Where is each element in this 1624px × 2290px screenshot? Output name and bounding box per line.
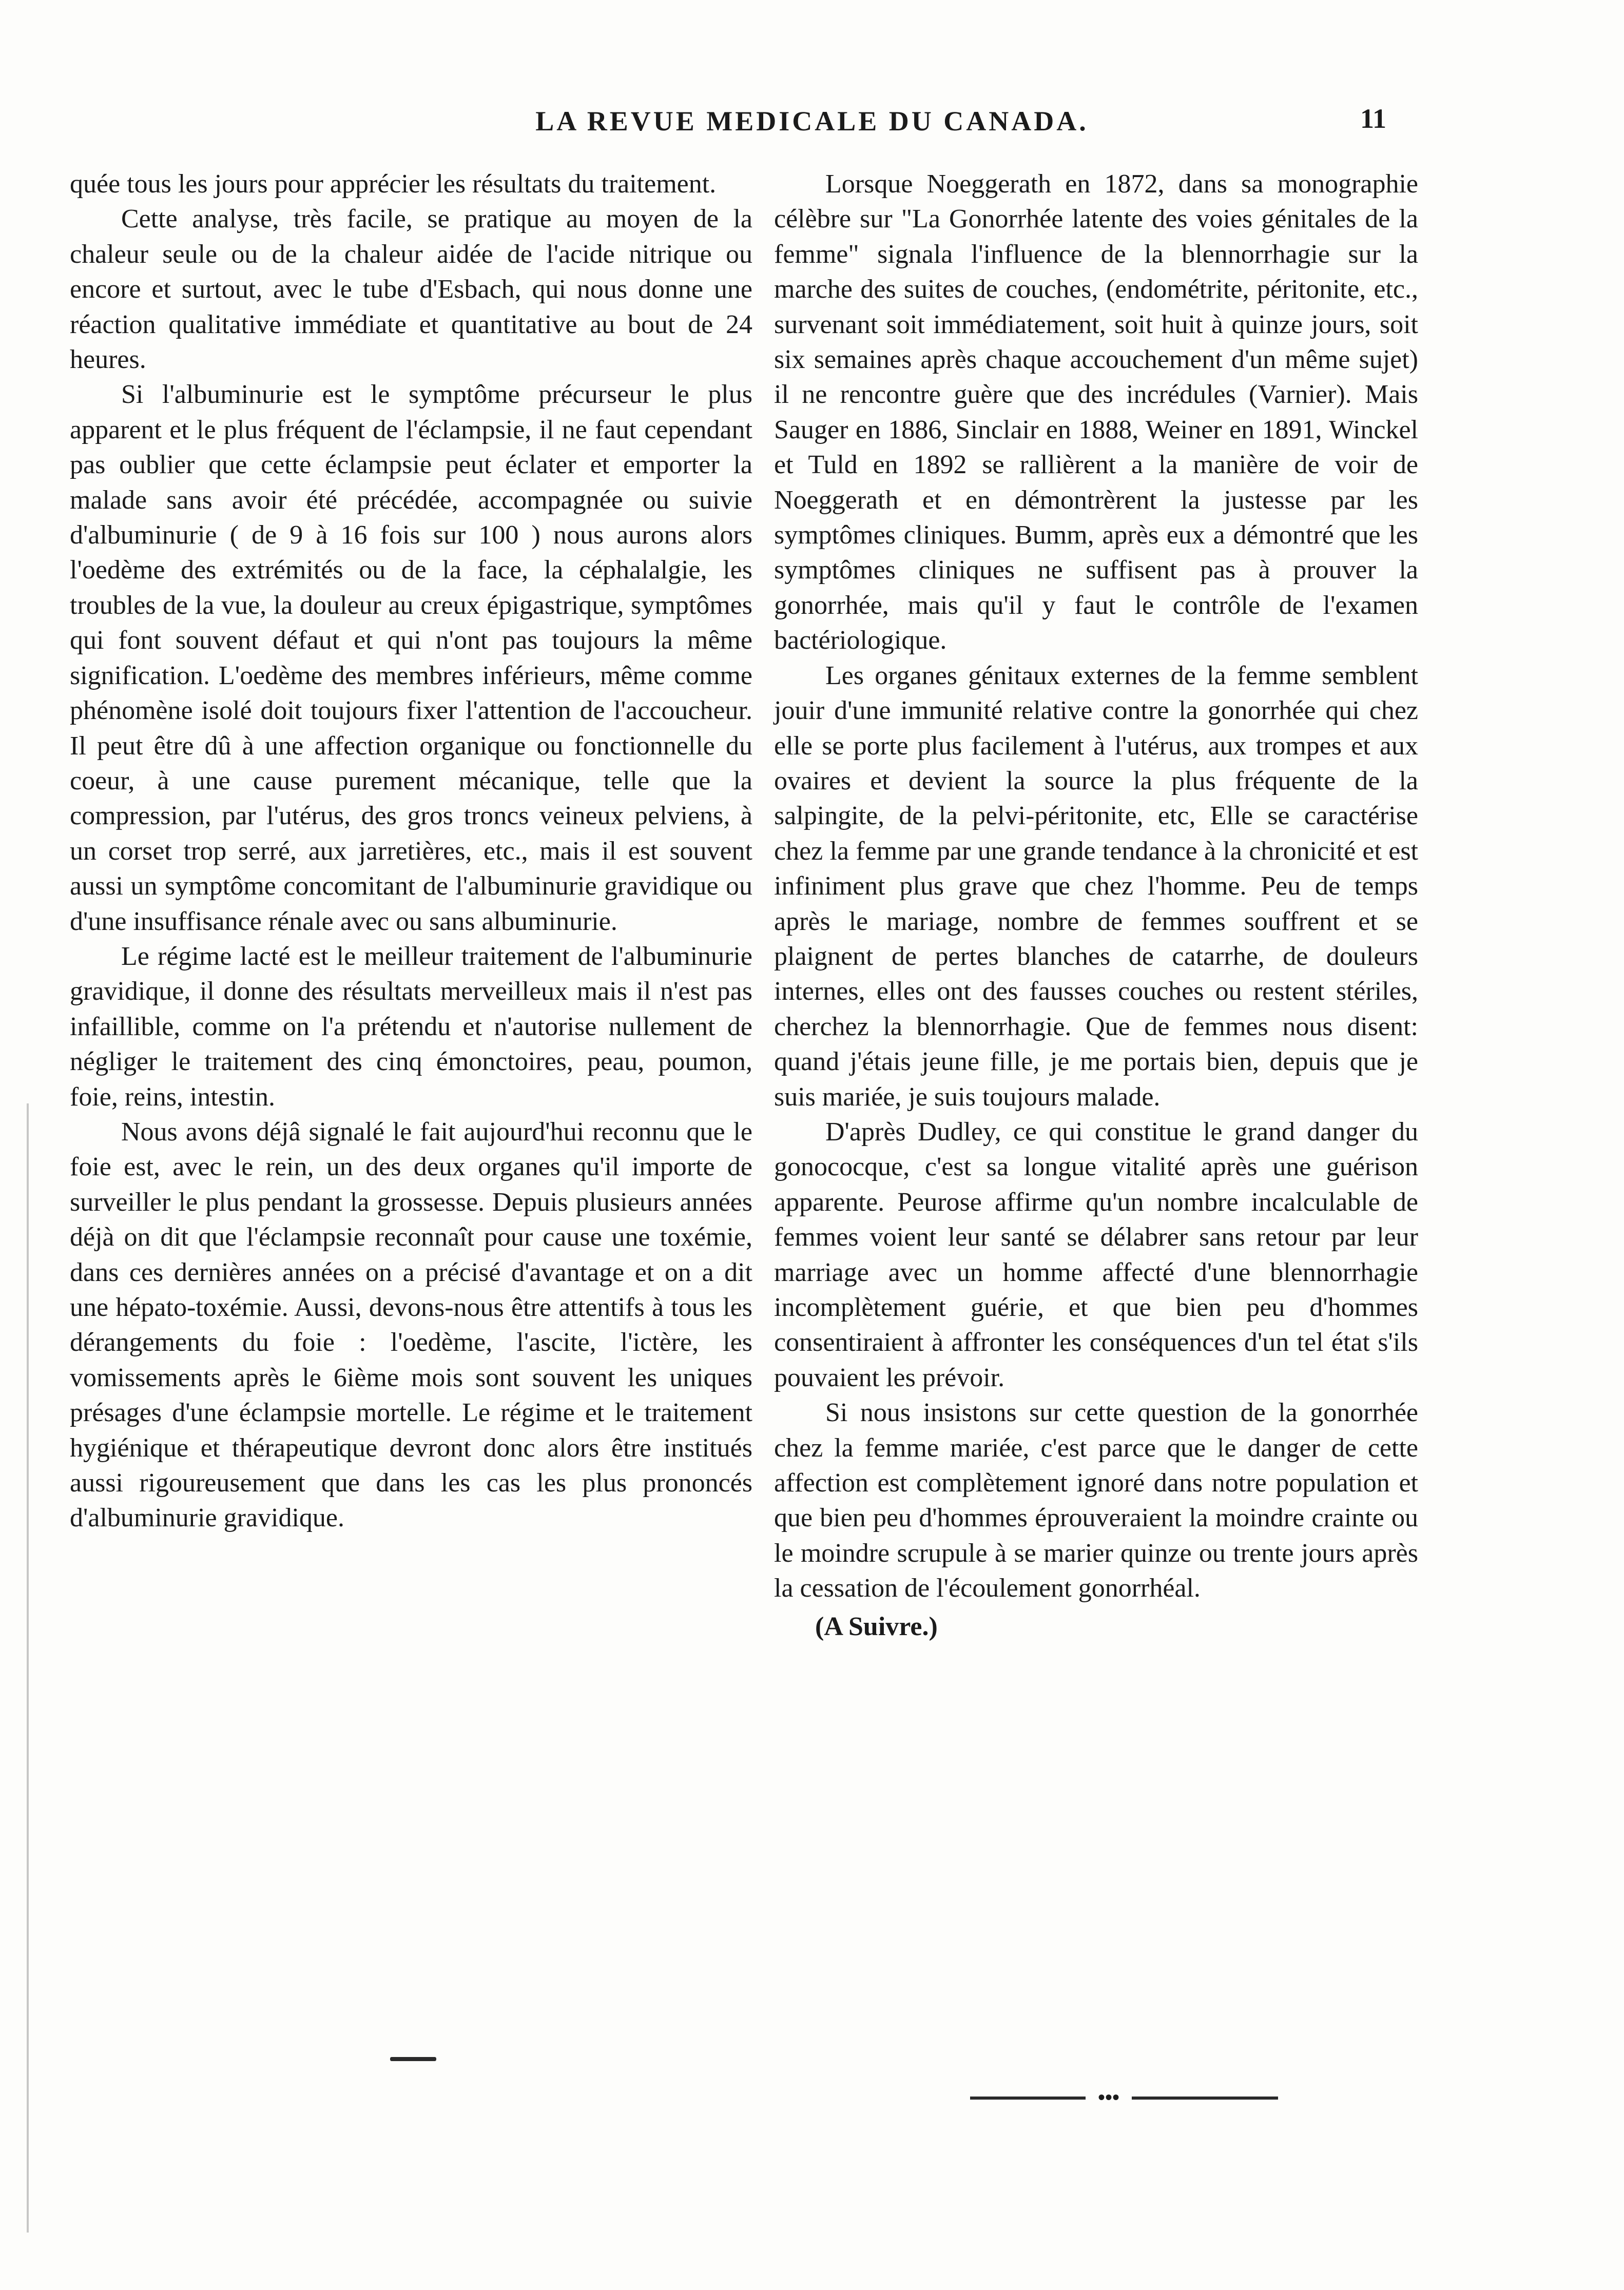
paragraph: Lorsque Noeggerath en 1872, dans sa monographie célèbre sur "La Gonorrhée latente des voies génitales de la femme" signala l'influence de la blennorrhagie sur la marche des suites de couches, (endométrite, péritonite, etc., survenant soit immédiatement, soit huit à quinze jours, soit six semaines après chaque accouchement d'un même sujet) il ne rencontre guère que des incrédules (Varnier). Mais Sauger en 1886, Sinclair en 1888, Weiner en 1891, Winckel et Tuld en 1892 se rallièrent a la manière de voir de Noeggerath et en démontrèrent la justesse par les symptômes cliniques. Bumm, après eux a démontré que les symptômes cliniques ne suffisent pas à prouver la gonorrhée, mais qu'il y faut le contrôle de l'examen bactériologique. <box>774 169 1418 655</box>
paragraph: Les organes génitaux externes de la femme semblent jouir d'une immunité relative contre la gonorrhée qui chez elle se porte plus facilement à l'utérus, aux trompes et aux ovaires et devient la source la plus fréquente de la salpingite, de la pelvi-péritonite, etc, Elle se caractérise chez la femme par une grande tendance à la chronicité et est infiniment plus grave que chez l'homme. Peu de temps après le mariage, nombre de femmes souffrent et se plaignent de pertes blanches de catarrhe, de douleurs internes, elles ont des fausses couches ou restent stériles, cherchez la blennorrhagie. Que de femmes nous disent: quand j'étais jeune fille, je me portais bien, depuis que je suis mariée, je suis toujours malade. <box>774 661 1418 1112</box>
paragraph: Le régime lacté est le meilleur traitement de l'albuminurie gravidique, il donne des résultats merveilleux mais il n'est pas infaillible, comme on l'a prétendu et n'autorise nullement de négliger le traitement des cinq émonctoires, peau, poumon, foie, reins, intestin. <box>70 941 752 1112</box>
paragraph: Nous avons déjâ signalé le fait aujourd'hui reconnu que le foie est, avec le rein, un des deux organes qu'il importe de surveiller le plus pendant la grossesse. Depuis plusieurs années déjà on dit que l'éclampsie reconnaît pour cause une toxémie, dans ces dernières années on a précisé d'avantage et on a dit une hépato-toxémie. Aussi, devons-nous être attentifs à tous les dérangements du foie : l'oedème, l'ascite, l'ictère, les vomissements après le 6ième mois sont souvent les uniques présages d'une éclampsie mortelle. Le régime et le traitement hygiénique et thérapeutique devront donc alors être institués aussi rigoureusement que dans les cas les plus prononcés d'albuminurie gravidique. <box>70 1117 752 1533</box>
paragraph: D'après Dudley, ce qui constitue le grand danger du gonococque, c'est sa longue vitalité après une guérison apparente. Peurose affirme qu'un nombre incalculable de femmes voient leur santé se délabrer sans retour par leur marriage avec un homme affecté d'une blennorrhagie incomplètement guérie, et que bien peu d'hommes consentiraient à affronter les conséquences d'un tel état s'ils pouvaient les prévoir. <box>774 1117 1418 1392</box>
journal-title: LA REVUE MEDICALE DU CANADA. <box>535 106 1089 137</box>
divider-ornament: ••• <box>1086 2088 1132 2107</box>
paragraph: Si l'albuminurie est le symptôme précurseur le plus apparent et le plus fréquent de l'éclampsie, il ne faut cependant pas oublier que cette éclampsie peut éclater et emporter la malade sans avoir été précédée, accompagnée ou suivie d'albuminurie ( de 9 à 16 fois sur 100 ) nous aurons alors l'oedème des extrémités ou de la face, la céphalalgie, les troubles de la vue, la douleur au creux épigastrique, symptômes qui font souvent défaut et qui n'ont pas toujours la même signification. L'oedème des membres inférieurs, même comme phénomène isolé doit toujours fixer l'attention de l'accoucheur. Il peut être dû à une affection organique ou fonctionnelle du coeur, à une cause purement mécanique, telle que la compression, par l'utérus, des gros troncs veineux pelviens, à un corset trop serré, aux jarretières, etc., mais il est souvent aussi un symptôme concomitant de l'albuminurie gravidique ou d'une insuffisance rénale avec ou sans albuminurie. <box>70 380 752 936</box>
paragraph: quée tous les jours pour apprécier les résultats du traitement. <box>70 169 717 199</box>
margin-scan-mark <box>27 1103 29 2233</box>
to-be-continued-note: (A Suivre.) <box>815 1612 938 1641</box>
paragraph: Si nous insistons sur cette question de la gonorrhée chez la femme mariée, c'est parce que le danger de cette affection est complètement ignoré dans notre population et que bien peu d'hommes éprouveraient la moindre crainte ou le moindre scrupule à se marier quinze ou trente jours après la cessation de l'écoulement gonorrhéal. <box>774 1398 1418 1603</box>
section-divider <box>390 2057 436 2061</box>
paragraph: Cette analyse, très facile, se pratique au moyen de la chaleur seule ou de la chaleur aidée de l'acide nitrique ou encore et surtout, avec le tube d'Esbach, qui nous donne une réaction qualitative immédiate et quantitative au bout de 24 heures. <box>70 204 752 375</box>
right-column <box>774 167 1418 1644</box>
page-number: 11 <box>1360 103 1387 134</box>
left-column <box>70 167 752 1536</box>
